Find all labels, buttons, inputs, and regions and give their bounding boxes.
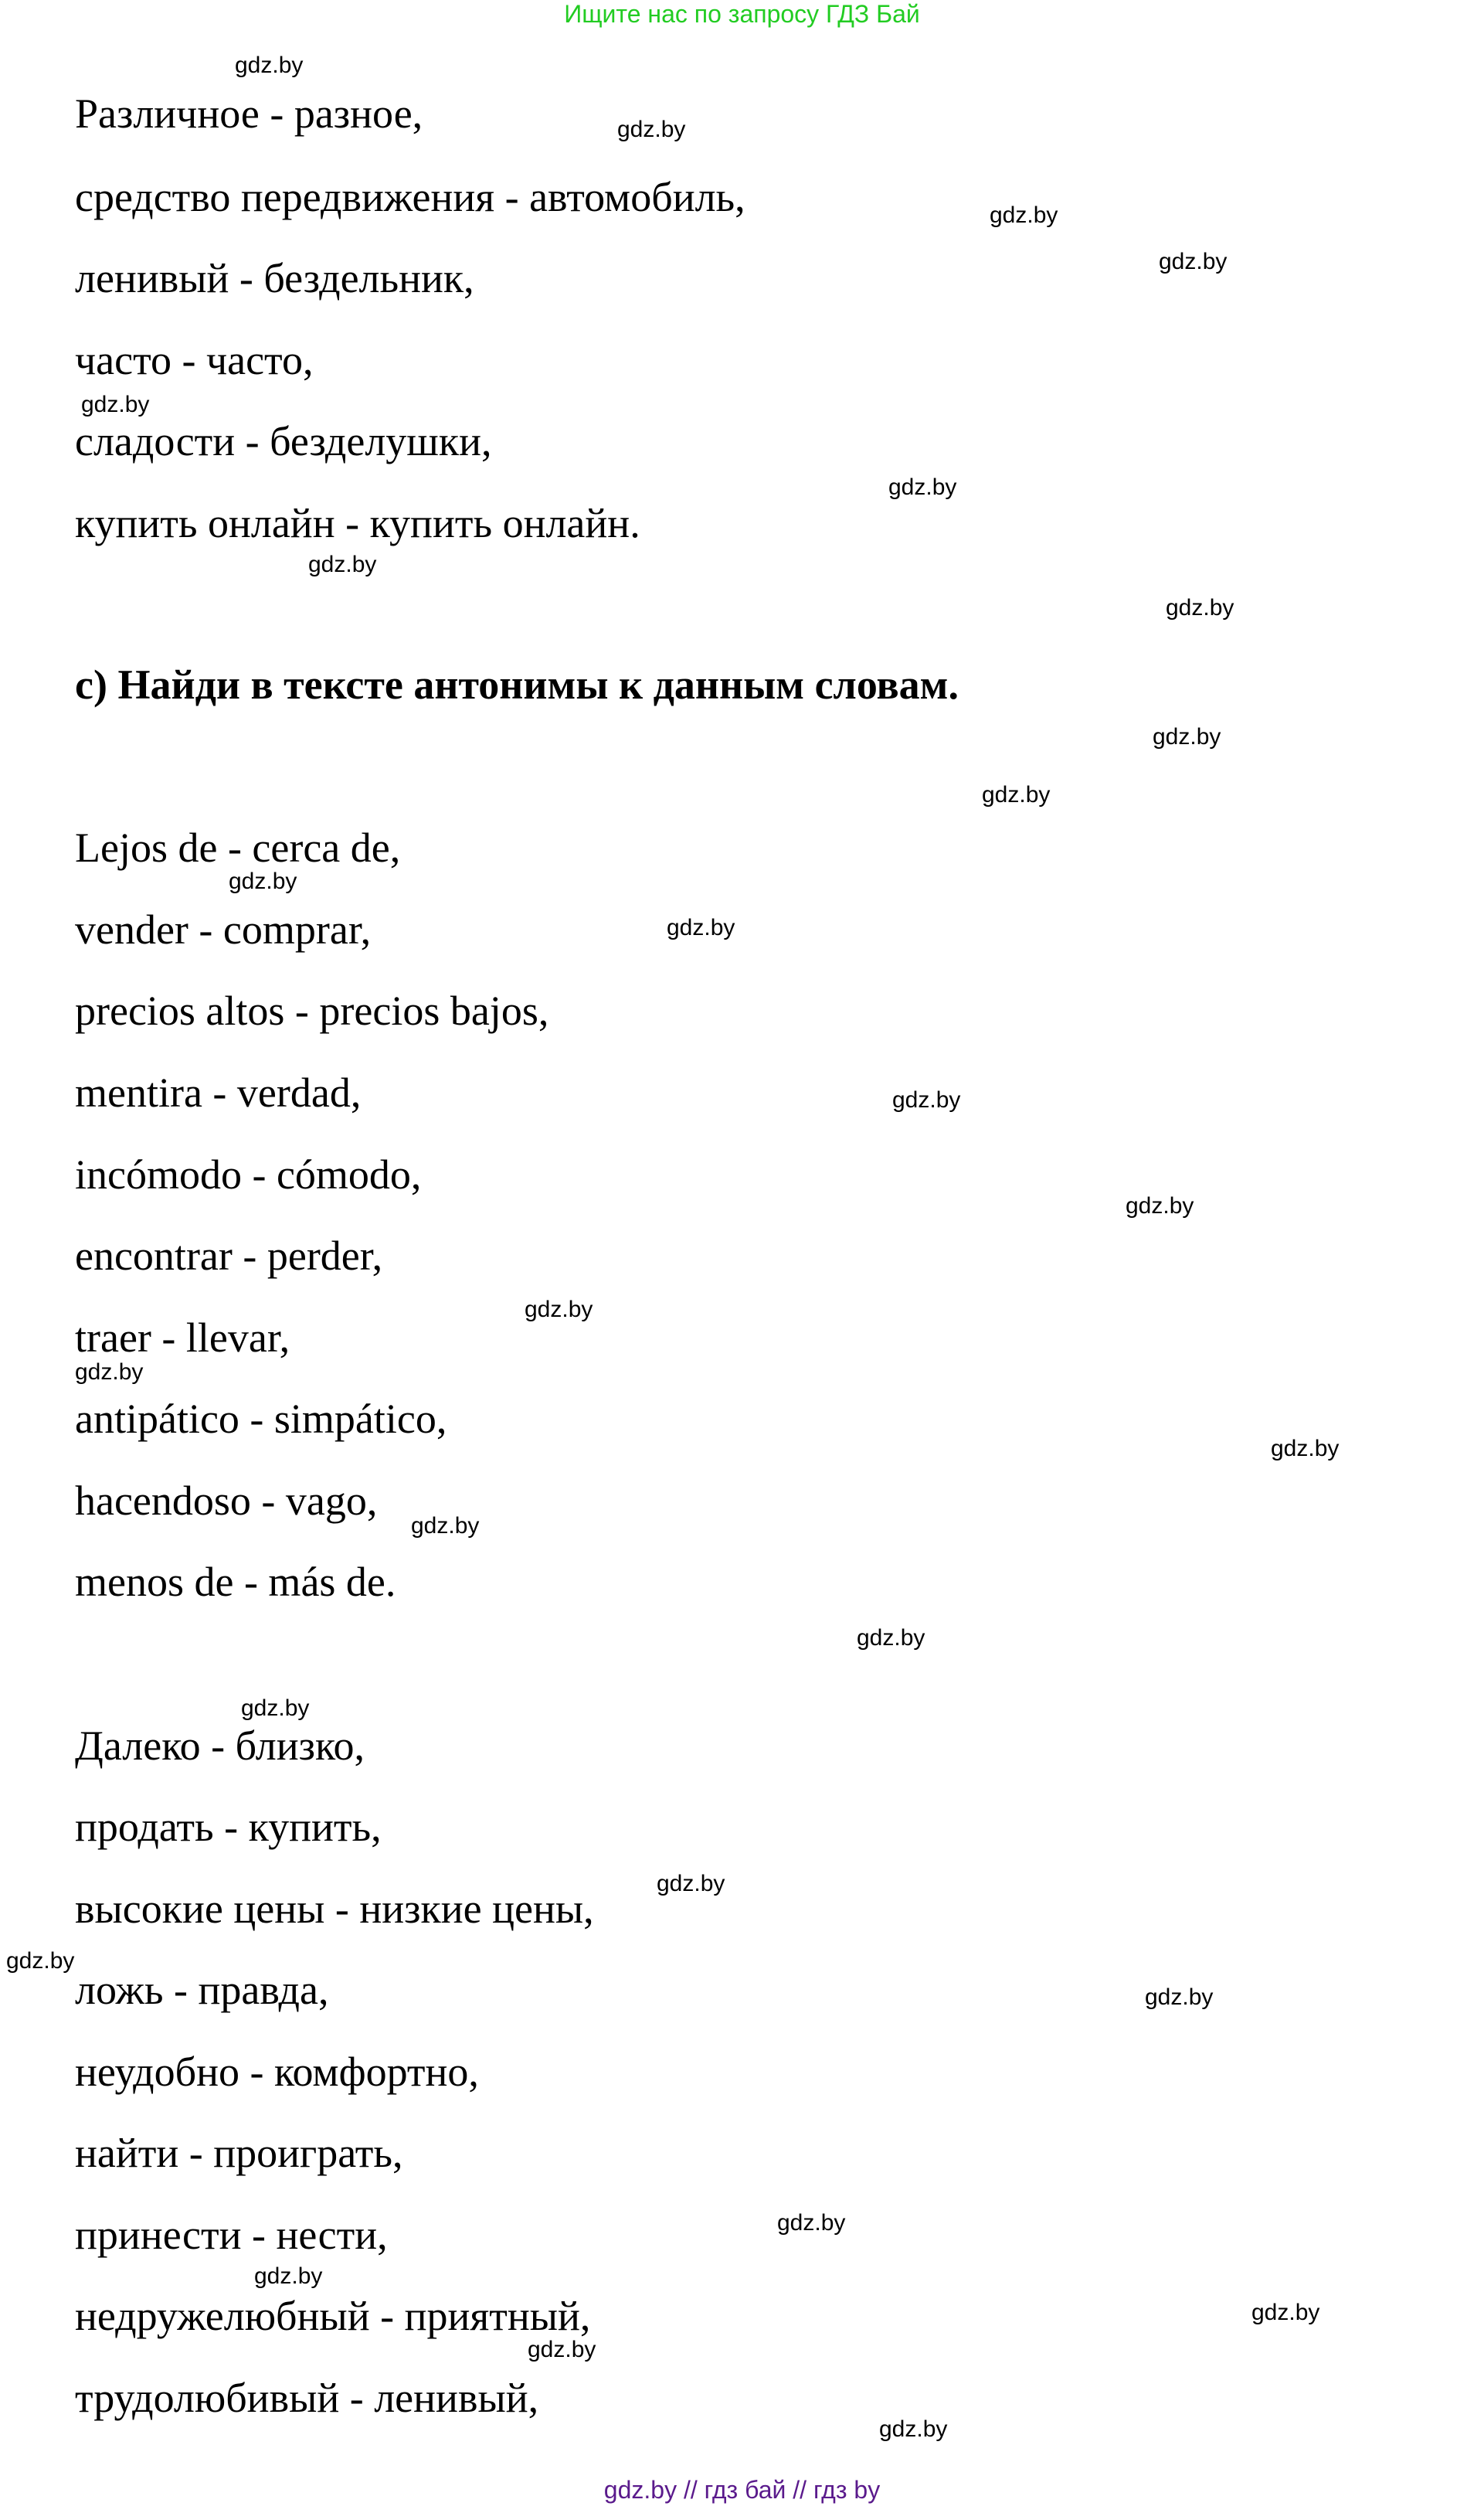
- antonym-line-ru: найти - проиграть,: [75, 2130, 403, 2176]
- watermark: gdz.by: [1271, 1436, 1340, 1461]
- antonym-line-es: traer - llevar,: [75, 1314, 290, 1361]
- watermark: gdz.by: [857, 1625, 925, 1651]
- watermark: gdz.by: [411, 1513, 480, 1539]
- watermark: gdz.by: [254, 2263, 323, 2289]
- antonym-line-es: mentira - verdad,: [75, 1069, 362, 1116]
- watermark: gdz.by: [617, 117, 686, 142]
- antonym-line-es: Lejos de - cerca de,: [75, 825, 401, 871]
- footer-watermark: gdz.by // гдз бай // гдз by: [603, 2476, 881, 2504]
- watermark: gdz.by: [525, 1297, 593, 1322]
- task-heading: c) Найди в тексте антонимы к данным словам.: [75, 661, 959, 708]
- antonym-line-ru: продать - купить,: [75, 1804, 382, 1850]
- synonym-line: ленивый - бездельник,: [75, 255, 474, 301]
- synonym-line: сладости - безделушки,: [75, 418, 492, 464]
- watermark: gdz.by: [1145, 1984, 1214, 2010]
- antonym-line-ru: трудолюбивый - ленивый,: [75, 2375, 539, 2421]
- antonym-line-ru: высокие цены - низкие цены,: [75, 1886, 594, 1932]
- watermark: gdz.by: [667, 915, 735, 940]
- watermark: gdz.by: [1159, 249, 1228, 274]
- antonym-line-es: precios altos - precios bajos,: [75, 988, 549, 1034]
- synonym-line: Различное - разное,: [75, 90, 423, 137]
- search-banner: Ищите нас по запросу ГДЗ Бай: [564, 0, 920, 28]
- antonym-line-ru: принести - нести,: [75, 2212, 388, 2258]
- antonym-line-es: incómodo - cómodo,: [75, 1151, 422, 1198]
- synonym-line: средство передвижения - автомобиль,: [75, 174, 745, 220]
- antonym-line-ru: Далеко - близко,: [75, 1722, 365, 1769]
- antonym-line-ru: неудобно - комфортно,: [75, 2049, 479, 2095]
- watermark: gdz.by: [982, 782, 1051, 808]
- synonym-line: часто - часто,: [75, 337, 314, 383]
- watermark: gdz.by: [75, 1359, 144, 1385]
- watermark: gdz.by: [879, 2416, 948, 2442]
- antonym-line-ru: ложь - правда,: [75, 1967, 329, 2013]
- synonym-line: купить онлайн - купить онлайн.: [75, 500, 640, 546]
- watermark: gdz.by: [1166, 595, 1234, 621]
- antonym-line-es: vender - comprar,: [75, 906, 372, 953]
- watermark: gdz.by: [528, 2337, 596, 2362]
- watermark: gdz.by: [241, 1695, 310, 1721]
- antonym-line-es: encontrar - perder,: [75, 1233, 383, 1279]
- watermark: gdz.by: [81, 392, 150, 417]
- watermark: gdz.by: [229, 869, 297, 894]
- watermark: gdz.by: [888, 474, 957, 500]
- antonym-line-ru: недружелюбный - приятный,: [75, 2293, 591, 2339]
- antonym-line-es: antipático - simpático,: [75, 1396, 447, 1442]
- watermark: gdz.by: [1153, 724, 1221, 750]
- antonym-line-es: hacendoso - vago,: [75, 1478, 378, 1524]
- watermark: gdz.by: [308, 552, 377, 577]
- watermark: gdz.by: [657, 1871, 725, 1896]
- watermark: gdz.by: [1251, 2300, 1320, 2325]
- watermark: gdz.by: [990, 202, 1058, 228]
- watermark: gdz.by: [6, 1948, 75, 1974]
- watermark: gdz.by: [1126, 1193, 1194, 1219]
- watermark: gdz.by: [777, 2210, 846, 2236]
- watermark: gdz.by: [235, 53, 304, 78]
- antonym-line-es: menos de - más de.: [75, 1559, 396, 1605]
- watermark: gdz.by: [892, 1087, 961, 1113]
